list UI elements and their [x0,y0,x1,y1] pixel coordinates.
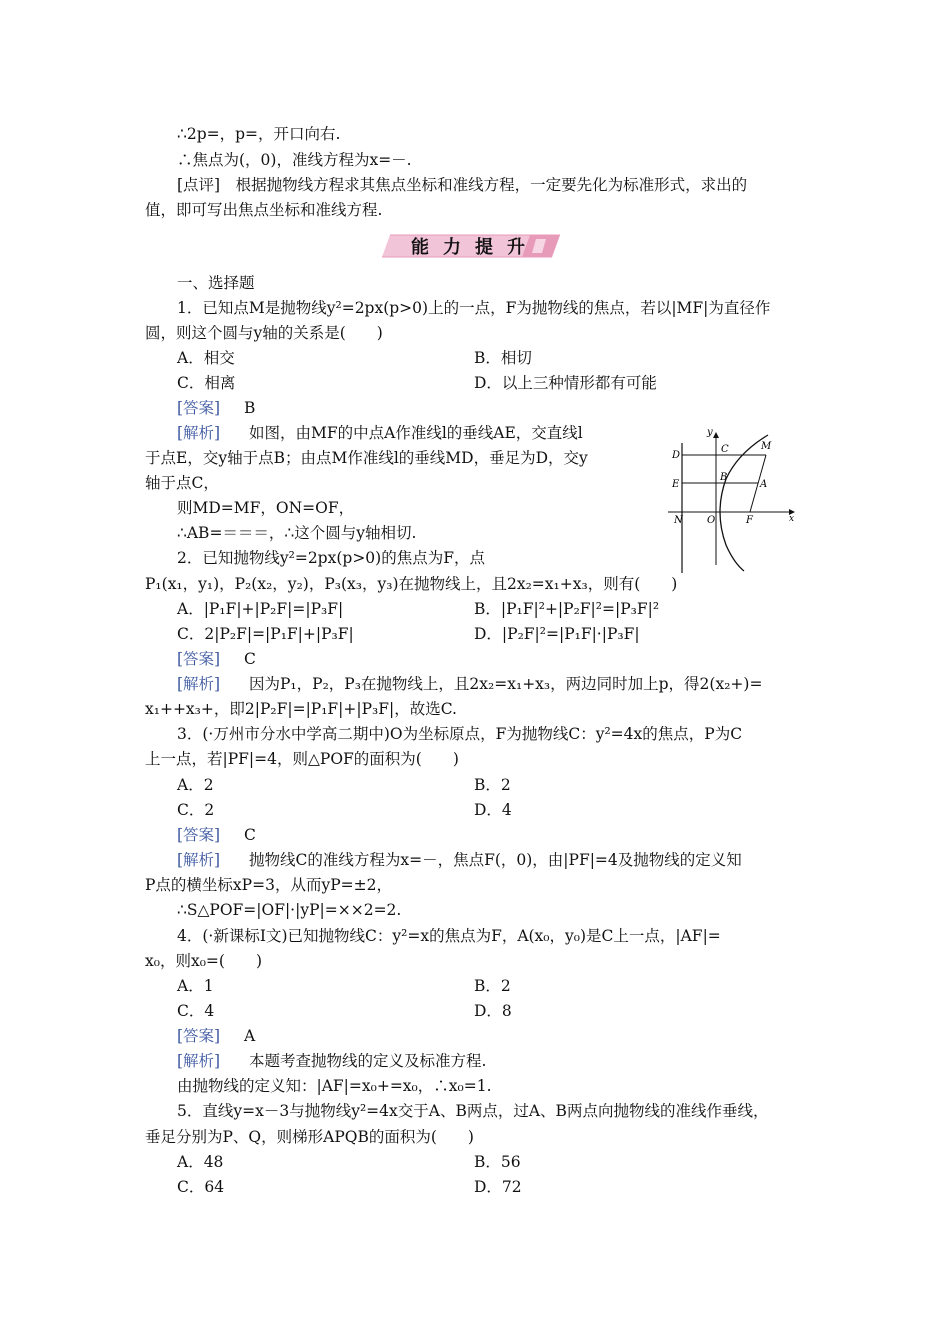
text-line: ∴焦点为(，0)，准线方程为x=－. [177,151,412,169]
option-c: C．相离 [177,374,236,392]
question-text: 2．已知抛物线y²=2px(p>0)的焦点为F，点 [177,549,485,567]
analysis-tag: [解析] [177,675,221,693]
analysis-text: ∴AB=＝＝＝，∴这个圆与y轴相切. [177,524,417,542]
option-d: D．4 [474,801,512,819]
question-text: 垂足分别为P、Q，则梯形APQB的面积为( ) [145,1128,474,1146]
option-a: A．2 [177,776,214,794]
parabola-diagram [666,425,801,575]
figure-label: x [789,514,795,524]
option-d: D．以上三种情形都有可能 [474,374,657,392]
figure-label: E [672,479,680,490]
analysis-text: ∴S△POF=|OF|·|yP|=××2=2. [177,901,402,919]
figure-label: F [746,515,753,526]
section-title: 能力提升 [411,237,539,258]
analysis-text: 轴于点C， [145,474,219,492]
question-text: 4．(·新课标Ⅰ文)已知抛物线C：y²=x的焦点为F，A(x₀，y₀)是C上一点，|AF|= [177,927,721,945]
analysis-text: 由抛物线的定义知：|AF|=x₀+=x₀，∴x₀=1. [177,1077,492,1095]
question-text: P₁(x₁，y₁)，P₂(x₂，y₂)，P₃(x₃，y₃)在抛物线上，且2x₂=x₁+x₃，则有( ) [145,575,678,593]
analysis-text: 如图，由MF的中点A作准线l的垂线AE，交直线l [249,424,583,442]
question-text: 1．已知点M是抛物线y²=2px(p>0)上的一点，F为抛物线的焦点，若以|MF|为直径作 [177,299,771,317]
answer-tag: [答案] [177,399,221,417]
figure-label: A [760,479,768,490]
option-b: B．2 [474,776,511,794]
option-d: D．8 [474,1002,512,1020]
option-a: A．1 [177,977,214,995]
figure-label: M [761,441,772,452]
option-c: C．2 [177,801,215,819]
question-text: 5．直线y=x－3与抛物线y²=4x交于A、B两点，过A、B两点向抛物线的准线作垂线， [177,1102,769,1120]
option-c: C．4 [177,1002,215,1020]
question-text: x₀，则x₀=( ) [145,952,262,970]
option-b: B．相切 [474,349,532,367]
question-text: 上一点，若|PF|=4，则△POF的面积为( ) [145,750,459,768]
section-heading: 一、选择题 [177,274,255,292]
answer-value: B [244,399,256,417]
option-b: B．2 [474,977,511,995]
analysis-text: 本题考查抛物线的定义及标准方程. [249,1052,487,1070]
analysis-tag: [解析] [177,1052,221,1070]
answer-value: C [244,650,256,668]
answer-value: C [244,826,256,844]
text-line: [点评] 根据抛物线方程求其焦点坐标和准线方程，一定要先化为标准形式，求出的 [177,176,748,194]
figure-label: C [721,444,729,455]
figure-label: N [674,515,683,526]
figure-label: B [720,472,728,483]
answer-value: A [244,1027,256,1045]
text-line: 值，即可写出焦点坐标和准线方程. [145,201,383,219]
option-d: D．72 [474,1178,522,1196]
parabola-figure [666,425,801,575]
question-text: 3．(·万州市分水中学高二期中)O为坐标原点，F为抛物线C：y²=4x的焦点，P为C [177,725,743,743]
option-a: A．|P₁F|+|P₂F|=|P₃F| [177,600,344,618]
analysis-text: 抛物线C的准线方程为x=－，焦点F(，0)，由|PF|=4及抛物线的定义知 [249,851,742,869]
question-text: 圆，则这个圆与y轴的关系是( ) [145,324,383,342]
option-c: C．64 [177,1178,225,1196]
option-a: A．相交 [177,349,235,367]
analysis-text: 因为P₁，P₂，P₃在抛物线上，且2x₂=x₁+x₃，两边同时加上p，得2(x₂+)= [249,675,763,693]
analysis-text: 于点E，交y轴于点B；由点M作准线l的垂线MD，垂足为D，交y [145,449,588,467]
analysis-text: x₁++x₃+，即2|P₂F|=|P₁F|+|P₃F|，故选C. [145,700,457,718]
figure-label: y [707,427,713,438]
option-a: A．48 [177,1153,224,1171]
answer-tag: [答案] [177,826,221,844]
option-b: B．|P₁F|²+|P₂F|²=|P₃F|² [474,600,660,618]
option-d: D．|P₂F|²=|P₁F|·|P₃F| [474,625,640,643]
option-b: B．56 [474,1153,521,1171]
analysis-text: 则MD=MF，ON=OF， [177,499,355,517]
answer-tag: [答案] [177,650,221,668]
analysis-text: P点的横坐标xP=3，从而yP=±2， [145,876,392,894]
section-banner [380,231,570,261]
answer-tag: [答案] [177,1027,221,1045]
figure-label: D [672,450,681,461]
text-line: ∴2p=，p=，开口向右. [177,125,341,143]
figure-label: O [707,515,716,526]
analysis-tag: [解析] [177,424,221,442]
analysis-tag: [解析] [177,851,221,869]
option-c: C．2|P₂F|=|P₁F|+|P₃F| [177,625,354,643]
